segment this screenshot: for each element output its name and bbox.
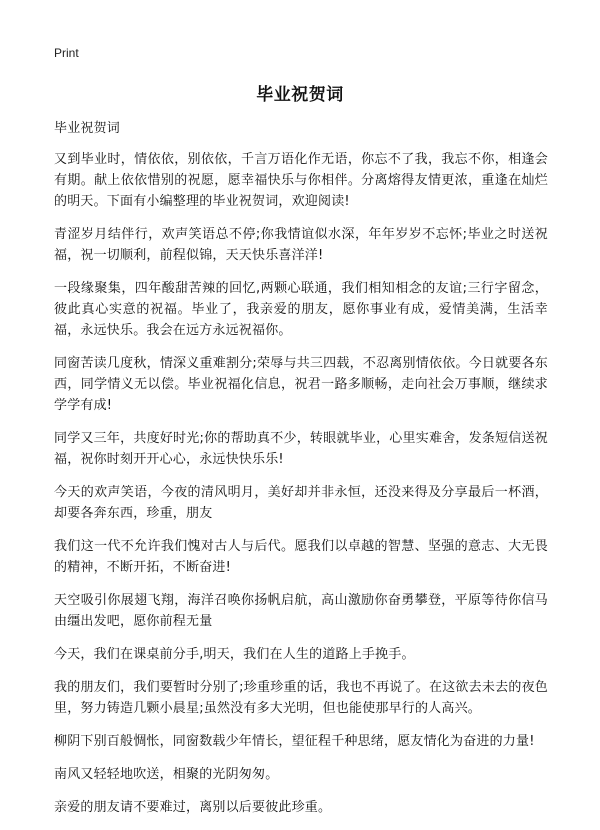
- paragraph: 同学又三年，共度好时光;你的帮助真不少，转眼就毕业，心里实难舍，发条短信送祝福，祝你时刻开开心心，永远快快乐乐!: [54, 431, 548, 467]
- paragraph: 一段缘聚集，四年酸甜苦辣的回忆,两颗心联通，我们相知相念的友谊;三行字留念，彼此真心实意的祝福。毕业了，我亲爱的朋友，愿你事业有成，爱情美满，生活幸福，永远快乐。我会在远方永远祝福你。: [54, 281, 548, 338]
- paragraph: 我的朋友们，我们要暂时分别了;珍重珍重的话，我也不再说了。在这欲去未去的夜色里，努力铸造几颗小晨星;虽然没有多大光明，但也能使那早行的人高兴。: [54, 680, 548, 716]
- paragraph: 天空吸引你展翅飞翔，海洋召唤你扬帆启航，高山激励你奋勇攀登，平原等待你信马由缰出发吧，愿你前程无量: [54, 593, 548, 629]
- paragraph: 柳阴下别百般惆怅，同窗数载少年情长，望征程千种思绪，愿友情化为奋进的力量!: [54, 734, 535, 749]
- article-subtitle: 毕业祝贺词: [54, 121, 121, 136]
- article-body: [54, 118, 548, 830]
- paragraph: 又到毕业时，情依依，别依依，千言万语化作无语，你忘不了我，我忘不你，相逢会有期。献上依依惜别的祝愿，愿幸福快乐与你相伴。分离熔得友情更浓，重逢在灿烂的明天。下面有小编整理的毕业祝贺词，欢迎阅读!: [54, 152, 548, 209]
- paragraph: 青涩岁月结伴行，欢声笑语总不停;你我情谊似水深，年年岁岁不忘怀;毕业之时送祝福，祝一切顺利，前程似锦，天天快乐喜洋洋!: [54, 227, 548, 263]
- paragraph: 今天的欢声笑语，今夜的清风明月，美好却并非永恒，还没来得及分享最后一杯酒，却要各奔东西，珍重，朋友: [54, 485, 548, 521]
- paragraph: 今天，我们在课桌前分手,明天，我们在人生的道路上手挽手。: [54, 647, 415, 662]
- paragraph: 亲爱的朋友请不要难过，离别以后要彼此珍重。: [54, 800, 332, 815]
- paragraph: 我们这一代不允许我们愧对古人与后代。愿我们以卓越的智慧、坚强的意志、大无畏的精神，不断开拓，不断奋进!: [54, 539, 548, 575]
- paragraph: 南风又轻轻地吹送，相聚的光阴匆匆。: [54, 767, 279, 782]
- page-title: 毕业祝贺词: [256, 85, 344, 105]
- print-link[interactable]: Print: [54, 46, 79, 60]
- paragraph: 同窗苦读几度秋，情深义重难割分;荣辱与共三四载，不忍离别情依依。今日就要各东西，同学情义无以偿。毕业祝福化信息，祝君一路多顺畅，走向社会万事顺，继续求学学有成!: [54, 356, 548, 413]
